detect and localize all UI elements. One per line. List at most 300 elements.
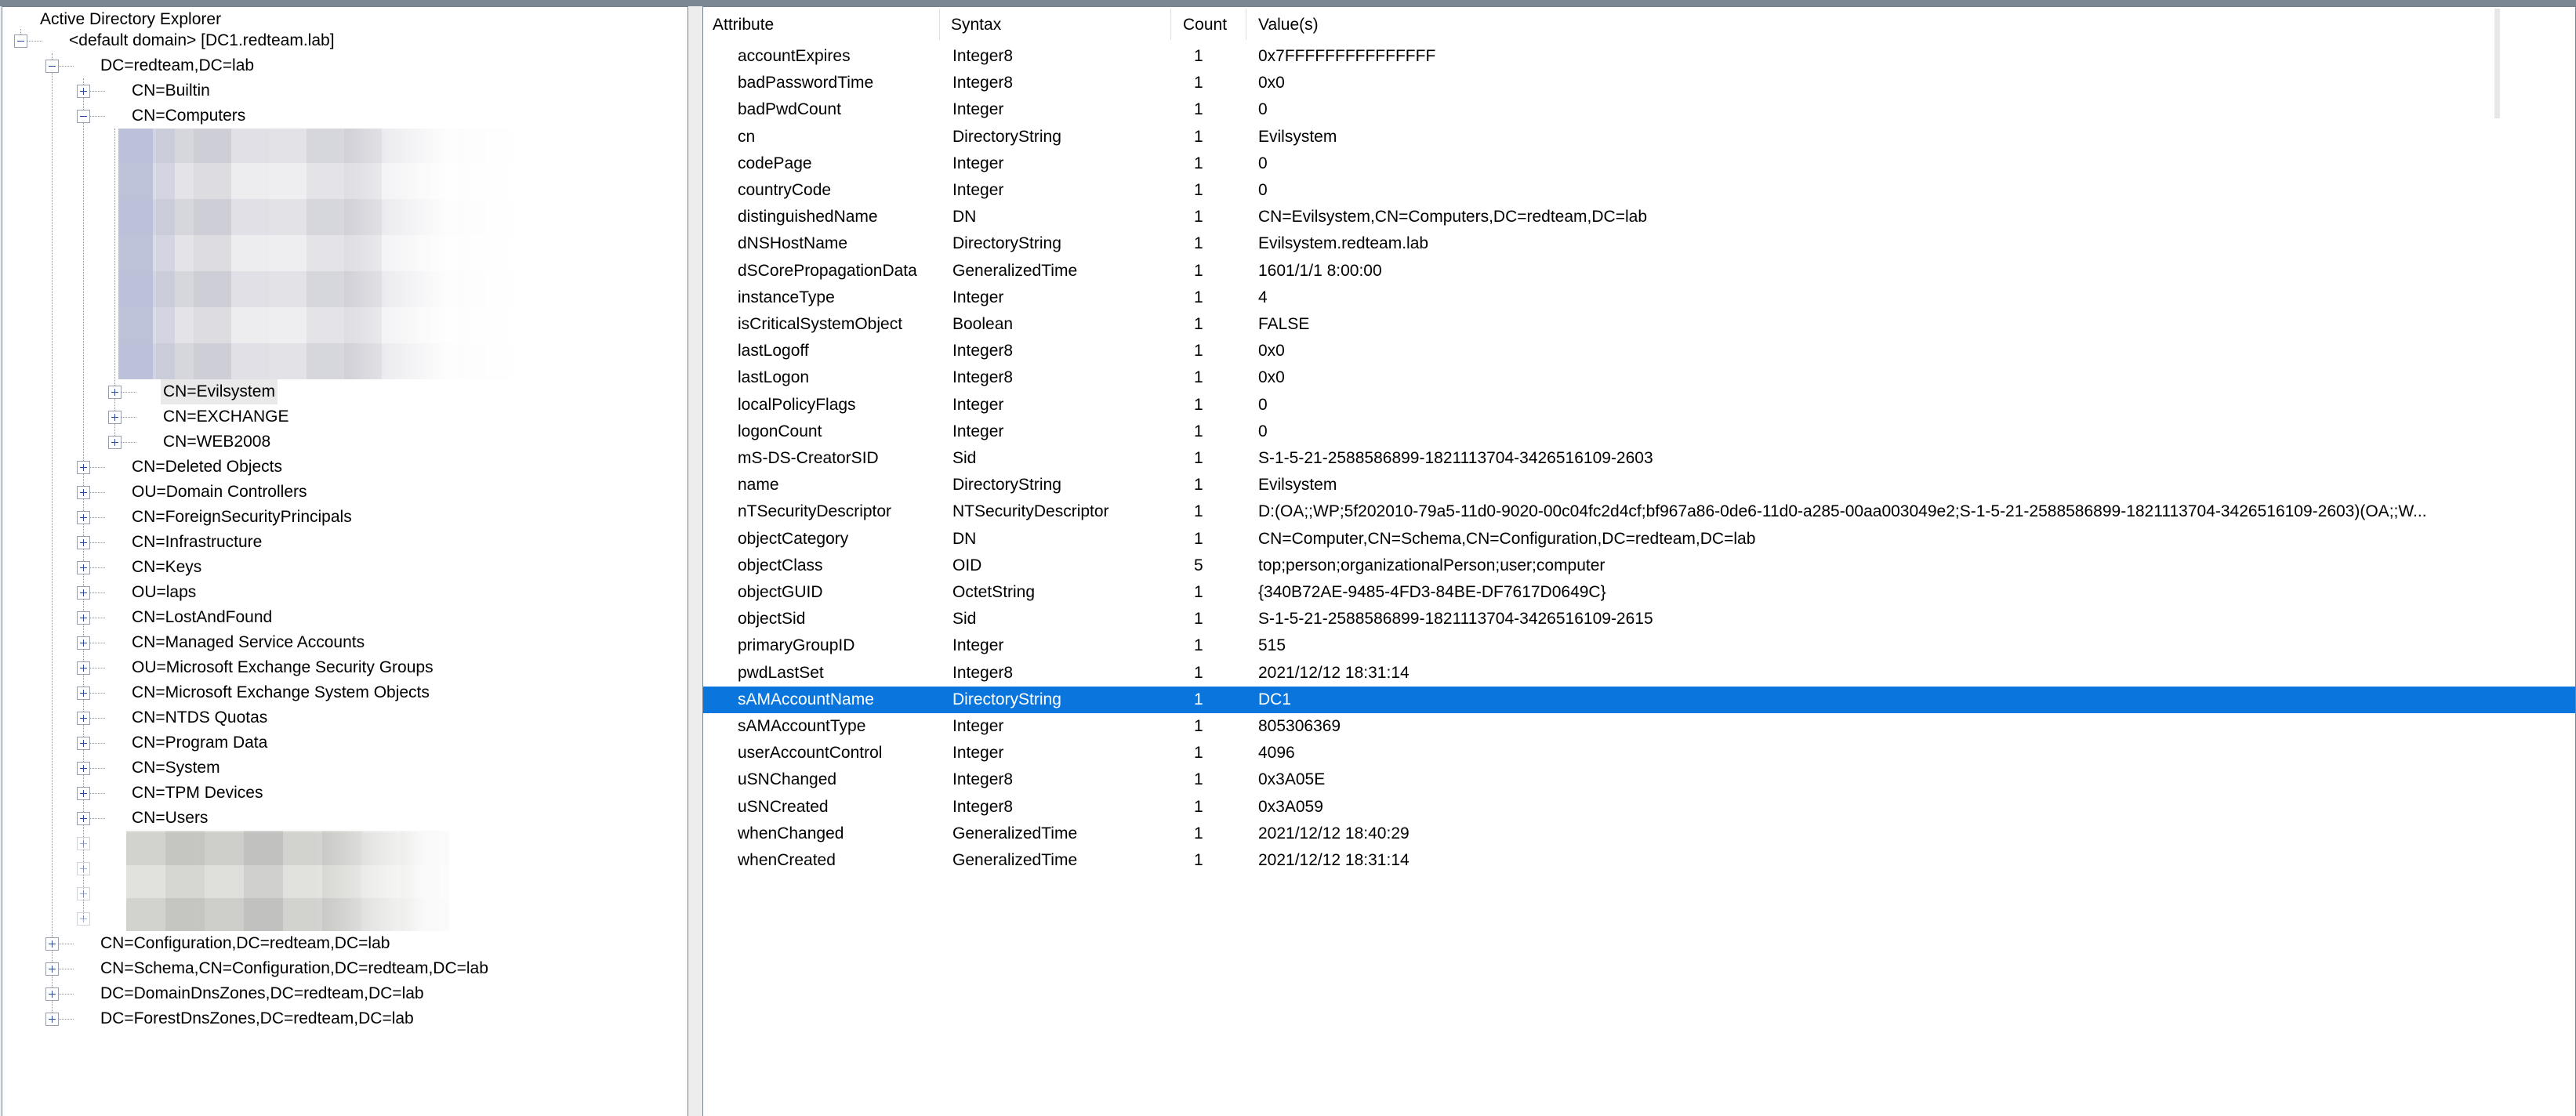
attribute-cell: instanceType (738, 288, 835, 306)
syntax-cell: Integer (952, 744, 1004, 763)
attr-icon (703, 794, 720, 814)
container-icon (106, 457, 126, 477)
count-cell: 1 (1194, 181, 1203, 199)
attribute-cell: countryCode (738, 181, 832, 199)
tree-item-cn-system[interactable]: CN=System (132, 759, 220, 777)
value-cell: 0x3A059 (1258, 797, 1323, 816)
syntax-cell: Integer8 (952, 770, 1014, 789)
column-header-syntax[interactable]: Syntax (951, 16, 1002, 34)
attribute-row-objectcategory[interactable] (703, 526, 2575, 553)
count-cell: 1 (1194, 690, 1203, 708)
attribute-cell: logonCount (738, 422, 822, 440)
tree-item-cn-lostandfound[interactable]: CN=LostAndFound (132, 608, 273, 626)
folder-icon (106, 683, 126, 703)
folder-icon (106, 783, 126, 803)
domain-icon (74, 984, 95, 1004)
tree-item-cn-tpm-devices[interactable]: CN=TPM Devices (132, 784, 263, 802)
attr-icon (703, 847, 720, 868)
value-cell: 0x0 (1258, 342, 1285, 361)
syntax-cell: Integer (952, 422, 1004, 440)
tree-item-dc-domaindnszones-dc-redteam-dc-lab[interactable]: DC=DomainDnsZones,DC=redteam,DC=lab (100, 984, 424, 1002)
attribute-cell: primaryGroupID (738, 636, 855, 655)
tree-item-label[interactable]: Active Directory Explorer (40, 10, 222, 28)
folder-icon (106, 708, 126, 728)
ou-icon (106, 658, 126, 678)
tree-item-cn-computers[interactable]: CN=Computers (132, 107, 246, 125)
value-cell: 4096 (1258, 744, 1295, 763)
tree-item-cn-keys[interactable]: CN=Keys (132, 558, 202, 576)
redacted-tree-entries (126, 831, 449, 931)
count-cell: 1 (1194, 395, 1203, 414)
count-cell: 5 (1194, 556, 1203, 574)
directory-tree-panel (2, 6, 688, 1116)
count-cell: 1 (1194, 797, 1203, 816)
expander-icon[interactable] (77, 912, 90, 926)
computer-icon (137, 382, 158, 402)
expander-icon[interactable] (45, 987, 59, 1001)
value-cell: 805306369 (1258, 717, 1341, 735)
tree-connector-stub (90, 91, 105, 92)
value-cell: {340B72AE-9485-4FD3-84BE-DF7617D0649C} (1258, 583, 1606, 601)
panel-splitter[interactable] (689, 6, 702, 1116)
attribute-row-primarygroupid[interactable] (703, 632, 2575, 659)
attribute-cell: lastLogoff (738, 342, 809, 361)
attribute-row-whenchanged[interactable] (703, 821, 2575, 847)
expander-icon[interactable] (77, 787, 90, 800)
value-cell: CN=Evilsystem,CN=Computers,DC=redteam,DC=lab (1258, 208, 1647, 226)
attr-icon (703, 606, 720, 626)
container-icon (106, 557, 126, 578)
tree-item-cn-configuration-dc-redteam-dc-lab[interactable]: CN=Configuration,DC=redteam,DC=lab (100, 934, 390, 952)
attribute-row-usncreated[interactable] (703, 794, 2575, 821)
count-cell: 1 (1194, 770, 1203, 789)
tree-connector-stub (90, 542, 105, 543)
value-cell: S-1-5-21-2588586899-1821113704-3426516109-2615 (1258, 610, 1653, 629)
server-icon (43, 31, 63, 51)
attribute-row-badpwdcount[interactable] (703, 96, 2575, 123)
tree-connector-stub (122, 442, 136, 443)
syntax-cell: GeneralizedTime (952, 824, 1078, 842)
attribute-row-iscriticalsystemobject[interactable] (703, 311, 2575, 338)
attribute-row-lastlogon[interactable] (703, 364, 2575, 391)
expander-icon[interactable] (77, 611, 90, 625)
attribute-cell: name (738, 476, 779, 495)
expander-icon[interactable] (45, 1013, 59, 1026)
column-header-attribute[interactable]: Attribute (713, 16, 775, 34)
attributes-panel (702, 6, 2576, 1116)
expander-icon[interactable] (77, 636, 90, 650)
attribute-cell: cn (738, 127, 756, 146)
attribute-row-pwdlastset[interactable] (703, 660, 2575, 687)
tree-item-cn-managed-service-accounts[interactable]: CN=Managed Service Accounts (132, 633, 365, 651)
tree-connector-stub (59, 994, 74, 995)
tree-item-ou-microsoft-exchange-security-groups[interactable]: OU=Microsoft Exchange Security Groups (132, 658, 434, 676)
value-cell: 0x0 (1258, 368, 1285, 387)
count-cell: 1 (1194, 717, 1203, 735)
value-cell: 0 (1258, 181, 1268, 199)
value-cell: 0x0 (1258, 74, 1285, 92)
tree-item-cn-exchange[interactable]: CN=EXCHANGE (163, 408, 289, 426)
domain-icon (74, 56, 95, 76)
value-cell: 1601/1/1 8:00:00 (1258, 261, 1382, 280)
value-cell: 2021/12/12 18:31:14 (1258, 851, 1410, 869)
attr-icon (703, 740, 720, 760)
folder-icon (74, 958, 95, 979)
attr-icon (703, 445, 720, 466)
attribute-cell: sAMAccountName (738, 690, 874, 708)
attribute-row-usnchanged[interactable] (703, 766, 2575, 793)
attr-icon (703, 553, 720, 573)
attribute-cell: objectCategory (738, 529, 849, 548)
tree-connector-stub (90, 517, 105, 518)
attribute-row-name[interactable] (703, 472, 2575, 498)
attr-icon (703, 418, 720, 439)
attribute-cell: mS-DS-CreatorSID (738, 449, 879, 467)
expander-icon[interactable] (77, 862, 90, 875)
computer-icon (137, 432, 158, 452)
count-cell: 1 (1194, 74, 1203, 92)
attribute-row-badpasswordtime[interactable] (703, 70, 2575, 96)
count-cell: 1 (1194, 234, 1203, 253)
config-icon (74, 933, 95, 954)
value-cell: 0 (1258, 422, 1268, 440)
tree-connector-stub (122, 392, 136, 393)
syntax-cell: Integer (952, 100, 1004, 119)
tree-connector-stub (90, 116, 105, 117)
expander-icon[interactable] (77, 486, 90, 499)
attribute-cell: objectSid (738, 610, 806, 629)
attr-icon (703, 821, 720, 841)
expander-icon[interactable] (77, 110, 90, 123)
attribute-row-codepage[interactable] (703, 150, 2575, 177)
attribute-cell: codePage (738, 154, 812, 172)
tree-item-cn-web2008[interactable]: CN=WEB2008 (163, 433, 271, 451)
attribute-cell: lastLogon (738, 368, 810, 387)
tree-item-dc-redteam-dc-lab[interactable]: DC=redteam,DC=lab (100, 56, 255, 74)
tree-connector-stub (90, 718, 105, 719)
attribute-cell: badPasswordTime (738, 74, 874, 92)
value-cell: 0x7FFFFFFFFFFFFFFF (1258, 47, 1436, 65)
count-cell: 1 (1194, 154, 1203, 172)
count-cell: 1 (1194, 315, 1203, 333)
attribute-cell: dSCorePropagationData (738, 261, 917, 280)
count-cell: 1 (1194, 851, 1203, 869)
column-header-values[interactable]: Value(s) (1258, 16, 1319, 34)
tree-connector-stub (90, 592, 105, 593)
count-cell: 1 (1194, 744, 1203, 763)
tree-connector-stub (90, 492, 105, 493)
count-cell: 1 (1194, 636, 1203, 655)
attr-icon (703, 766, 720, 787)
tree-item-cn-deleted-objects[interactable]: CN=Deleted Objects (132, 458, 283, 476)
attribute-row-useraccountcontrol[interactable] (703, 740, 2575, 766)
expander-icon[interactable] (45, 962, 59, 976)
tree-connector-stub (27, 41, 42, 42)
computer-icon (137, 407, 158, 427)
value-cell: Evilsystem (1258, 127, 1337, 146)
value-cell: DC1 (1258, 690, 1292, 708)
container-icon (106, 758, 126, 778)
syntax-cell: GeneralizedTime (952, 851, 1078, 869)
syntax-cell: Boolean (952, 315, 1014, 333)
attr-icon (703, 687, 720, 707)
attribute-cell: isCriticalSystemObject (738, 315, 903, 333)
attribute-cell: whenChanged (738, 824, 844, 842)
value-cell: Evilsystem (1258, 476, 1337, 495)
tree-item-cn-microsoft-exchange-system-objects[interactable]: CN=Microsoft Exchange System Objects (132, 683, 430, 701)
syntax-cell: Integer8 (952, 47, 1014, 65)
expander-icon[interactable] (77, 887, 90, 900)
attribute-cell: localPolicyFlags (738, 395, 856, 414)
attr-icon (703, 632, 720, 653)
attribute-row-samaccounttype[interactable] (703, 713, 2575, 740)
scrollbar-track[interactable] (2494, 9, 2500, 118)
count-cell: 1 (1194, 529, 1203, 548)
attr-icon (703, 124, 720, 144)
syntax-cell: Integer8 (952, 663, 1014, 682)
attr-icon (703, 96, 720, 117)
tree-item-cn-builtin[interactable]: CN=Builtin (132, 82, 210, 100)
value-cell: FALSE (1258, 315, 1310, 333)
expander-icon[interactable] (77, 561, 90, 574)
column-header-count[interactable]: Count (1183, 16, 1228, 34)
attr-icon (703, 364, 720, 385)
attribute-row-logoncount[interactable] (703, 418, 2575, 445)
count-cell: 1 (1194, 583, 1203, 601)
tree-connector-line (52, 53, 53, 1019)
expander-icon[interactable] (77, 85, 90, 98)
attr-icon (703, 713, 720, 734)
syntax-cell: DN (952, 208, 977, 226)
expander-icon[interactable] (77, 712, 90, 725)
tree-connector-stub (122, 417, 136, 418)
attribute-cell: uSNCreated (738, 797, 829, 816)
value-cell: 2021/12/12 18:31:14 (1258, 663, 1410, 682)
attr-icon (703, 70, 720, 90)
expander-icon[interactable] (77, 837, 90, 850)
syntax-cell: DirectoryString (952, 234, 1061, 253)
domain-icon (74, 1009, 95, 1029)
attribute-row-instancetype[interactable] (703, 284, 2575, 311)
value-cell: 515 (1258, 636, 1286, 655)
tree-item-cn-ntds-quotas[interactable]: CN=NTDS Quotas (132, 708, 268, 726)
attribute-row-countrycode[interactable] (703, 177, 2575, 204)
count-cell: 1 (1194, 288, 1203, 306)
attr-icon (703, 230, 720, 251)
folder-icon (106, 532, 126, 553)
syntax-cell: Integer (952, 288, 1004, 306)
tree-connector-stub (90, 693, 105, 694)
tree-item-cn-program-data[interactable]: CN=Program Data (132, 734, 268, 752)
attr-icon (703, 43, 720, 63)
attribute-row-ms-ds-creatorsid[interactable] (703, 445, 2575, 472)
attr-icon (703, 526, 720, 546)
expander-icon[interactable] (77, 536, 90, 549)
value-cell: Evilsystem.redteam.lab (1258, 234, 1429, 253)
expander-icon[interactable] (77, 661, 90, 675)
syntax-cell: Integer8 (952, 342, 1014, 361)
attr-icon (703, 150, 720, 171)
count-cell: 1 (1194, 342, 1203, 361)
container-icon (106, 81, 126, 101)
attribute-cell: userAccountControl (738, 744, 883, 763)
syntax-cell: DirectoryString (952, 476, 1061, 495)
attribute-cell: badPwdCount (738, 100, 841, 119)
tree-item-cn-evilsystem[interactable]: CN=Evilsystem (161, 379, 278, 404)
syntax-cell: OID (952, 556, 982, 574)
attribute-cell: objectGUID (738, 583, 823, 601)
attribute-cell: pwdLastSet (738, 663, 824, 682)
attribute-cell: objectClass (738, 556, 823, 574)
attribute-row-ntsecuritydescriptor[interactable] (703, 498, 2575, 525)
attribute-cell: uSNChanged (738, 770, 837, 789)
tree-connector-stub (59, 1019, 74, 1020)
value-cell: 0 (1258, 395, 1268, 414)
expander-icon[interactable] (77, 511, 90, 524)
tree-item-cn-foreignsecurityprincipals[interactable]: CN=ForeignSecurityPrincipals (132, 508, 352, 526)
redacted-tree-entries (118, 129, 520, 379)
attribute-row-samaccountname[interactable] (703, 687, 2575, 713)
attr-icon (703, 177, 720, 197)
container-icon (106, 106, 126, 126)
tree-connector-stub (90, 743, 105, 744)
count-cell: 1 (1194, 502, 1203, 521)
syntax-cell: DN (952, 529, 977, 548)
count-cell: 1 (1194, 610, 1203, 629)
value-cell: 0 (1258, 100, 1268, 119)
count-cell: 1 (1194, 663, 1203, 682)
expander-icon[interactable] (108, 411, 122, 424)
expander-icon[interactable] (77, 687, 90, 700)
tree-item-dc-forestdnszones-dc-redteam-dc-lab[interactable]: DC=ForestDnsZones,DC=redteam,DC=lab (100, 1009, 414, 1027)
expander-icon[interactable] (77, 737, 90, 750)
ou-icon (106, 582, 126, 603)
ou-icon (106, 482, 126, 502)
attribute-row-accountexpires[interactable] (703, 43, 2575, 70)
tree-connector-stub (90, 668, 105, 669)
attribute-cell: sAMAccountType (738, 717, 866, 735)
syntax-cell: Integer (952, 717, 1004, 735)
value-cell: 0 (1258, 154, 1268, 172)
syntax-cell: GeneralizedTime (952, 261, 1078, 280)
attribute-table-body (703, 7, 2575, 1116)
syntax-cell: Integer (952, 395, 1004, 414)
expander-icon[interactable] (14, 34, 27, 48)
expander-icon[interactable] (108, 386, 122, 399)
count-cell: 1 (1194, 261, 1203, 280)
tree-connector-stub (90, 818, 105, 819)
attr-icon (703, 338, 720, 358)
attribute-row-cn[interactable] (703, 124, 2575, 150)
syntax-cell: DirectoryString (952, 690, 1061, 708)
expander-icon[interactable] (77, 586, 90, 600)
count-cell: 1 (1194, 127, 1203, 146)
count-cell: 1 (1194, 476, 1203, 495)
attribute-row-objectguid[interactable] (703, 579, 2575, 606)
tree-item-cn-users[interactable]: CN=Users (132, 809, 209, 827)
count-cell: 1 (1194, 208, 1203, 226)
adexplorer-app-icon (5, 7, 29, 31)
attr-icon (703, 258, 720, 278)
tree-item-ou-laps[interactable]: OU=laps (132, 583, 197, 601)
syntax-cell: Integer8 (952, 74, 1014, 92)
window-top-edge (0, 0, 2576, 6)
syntax-cell: NTSecurityDescriptor (952, 502, 1109, 521)
tree-item-default-domain-dc1-redteam-lab[interactable]: <default domain> [DC1.redteam.lab] (69, 31, 335, 49)
tree-connector-stub (59, 66, 74, 67)
attribute-row-dnshostname[interactable] (703, 230, 2575, 257)
value-cell: 4 (1258, 288, 1268, 306)
attribute-cell: accountExpires (738, 47, 851, 65)
syntax-cell: Integer8 (952, 368, 1014, 387)
tree-item-cn-schema-cn-configuration-dc-redteam-dc-lab[interactable]: CN=Schema,CN=Configuration,DC=redteam,DC=lab (100, 959, 488, 977)
attribute-row-whencreated[interactable] (703, 847, 2575, 874)
tree-item-ou-domain-controllers[interactable]: OU=Domain Controllers (132, 483, 307, 501)
syntax-cell: OctetString (952, 583, 1036, 601)
attr-icon (703, 472, 720, 492)
attribute-row-lastlogoff[interactable] (703, 338, 2575, 364)
attribute-cell: distinguishedName (738, 208, 878, 226)
syntax-cell: Integer (952, 636, 1004, 655)
attr-icon (703, 311, 720, 332)
container-icon (106, 733, 126, 753)
tree-item-cn-infrastructure[interactable]: CN=Infrastructure (132, 533, 263, 551)
attr-icon (703, 660, 720, 680)
value-cell: S-1-5-21-2588586899-1821113704-3426516109-2603 (1258, 449, 1653, 467)
attribute-row-objectclass[interactable] (703, 553, 2575, 579)
container-icon (106, 507, 126, 527)
container-icon (106, 632, 126, 653)
count-cell: 1 (1194, 449, 1203, 467)
expander-icon[interactable] (45, 937, 59, 951)
tree-connector-stub (90, 793, 105, 794)
count-cell: 1 (1194, 824, 1203, 842)
expander-icon[interactable] (45, 60, 59, 73)
directory-tree (2, 7, 688, 1116)
syntax-cell: Sid (952, 449, 977, 467)
value-cell: CN=Computer,CN=Schema,CN=Configuration,DC=redteam,DC=lab (1258, 529, 1756, 548)
attribute-cell: whenCreated (738, 851, 836, 869)
attribute-row-objectsid[interactable] (703, 606, 2575, 632)
count-cell: 1 (1194, 47, 1203, 65)
expander-icon[interactable] (108, 436, 122, 449)
attribute-row-dscorepropagationdata[interactable] (703, 258, 2575, 284)
syntax-cell: DirectoryString (952, 127, 1061, 146)
attribute-row-localpolicyflags[interactable] (703, 392, 2575, 418)
syntax-cell: Sid (952, 610, 977, 629)
value-cell: top;person;organizationalPerson;user;computer (1258, 556, 1605, 574)
expander-icon[interactable] (77, 812, 90, 825)
attr-icon (703, 498, 720, 519)
attr-icon (703, 392, 720, 412)
syntax-cell: Integer (952, 181, 1004, 199)
count-cell: 1 (1194, 100, 1203, 119)
expander-icon[interactable] (77, 762, 90, 775)
attr-icon (703, 284, 720, 305)
expander-icon[interactable] (77, 461, 90, 474)
attribute-row-distinguishedname[interactable] (703, 204, 2575, 230)
attr-icon (703, 204, 720, 224)
attribute-cell: dNSHostName (738, 234, 848, 253)
syntax-cell: Integer8 (952, 797, 1014, 816)
syntax-cell: Integer (952, 154, 1004, 172)
tree-connector-stub (90, 567, 105, 568)
tree-connector-stub (90, 768, 105, 769)
container-icon (106, 808, 126, 828)
value-cell: 2021/12/12 18:40:29 (1258, 824, 1410, 842)
count-cell: 1 (1194, 422, 1203, 440)
value-cell: 0x3A05E (1258, 770, 1326, 789)
